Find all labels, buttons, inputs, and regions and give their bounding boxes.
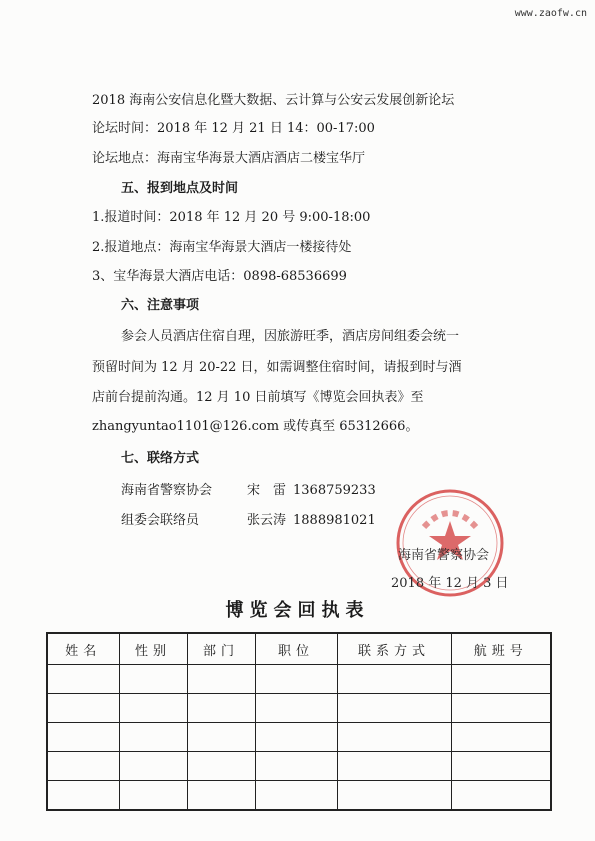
table-cell bbox=[119, 781, 187, 811]
table-cell bbox=[47, 694, 119, 723]
contact-1-name: 宋 雷 bbox=[247, 483, 287, 498]
section-6-heading: 六、注意事项 bbox=[121, 298, 200, 313]
contact-2-phone: 1888981021 bbox=[293, 513, 376, 528]
table-cell bbox=[187, 752, 255, 781]
notice-line-1: 参会人员酒店住宿自理，因旅游旺季，酒店房间组委会统一 bbox=[121, 329, 460, 344]
table-cell bbox=[451, 723, 551, 752]
registration-time: 1.报道时间：2018 年 12 月 20 号 9:00-18:00 bbox=[92, 210, 371, 225]
table-cell bbox=[451, 781, 551, 811]
signature-org: 海南省警察协会 bbox=[398, 548, 490, 563]
table-cell bbox=[255, 694, 337, 723]
table-cell bbox=[451, 665, 551, 694]
table-cell bbox=[337, 665, 451, 694]
contact-1-phone: 1368759233 bbox=[293, 483, 376, 498]
header-flight: 航班号 bbox=[451, 633, 551, 665]
table-cell bbox=[187, 723, 255, 752]
signature-date: 2018 年 12 月 3 日 bbox=[391, 576, 509, 591]
table-row bbox=[47, 752, 551, 781]
hotel-phone: 3、宝华海景大酒店电话：0898-68536699 bbox=[92, 269, 347, 284]
table-row bbox=[47, 781, 551, 811]
forum-location: 论坛地点：海南宝华海景大酒店酒店二楼宝华厅 bbox=[92, 151, 366, 166]
contact-2-org: 组委会联络员 bbox=[121, 513, 200, 528]
section-7-heading: 七、联络方式 bbox=[121, 451, 200, 466]
registration-location: 2.报道地点：海南宝华海景大酒店一楼接待处 bbox=[92, 240, 352, 255]
table-cell bbox=[47, 752, 119, 781]
table-cell bbox=[451, 694, 551, 723]
table-cell bbox=[255, 752, 337, 781]
table-cell bbox=[187, 694, 255, 723]
table-cell bbox=[187, 781, 255, 811]
notice-line-3: 店前台提前沟通。12 月 10 日前填写《博览会回执表》至 bbox=[92, 390, 424, 405]
forum-title: 2018 海南公安信息化暨大数据、云计算与公安云发展创新论坛 bbox=[92, 93, 455, 108]
table-cell bbox=[119, 723, 187, 752]
table-cell bbox=[255, 723, 337, 752]
contact-2-name: 张云涛 bbox=[247, 513, 287, 528]
table-cell bbox=[47, 723, 119, 752]
table-row bbox=[47, 694, 551, 723]
table-cell bbox=[451, 752, 551, 781]
table-cell bbox=[47, 781, 119, 811]
table-row bbox=[47, 723, 551, 752]
receipt-header-row bbox=[47, 633, 551, 665]
header-name: 姓名 bbox=[47, 633, 119, 665]
table-cell bbox=[337, 694, 451, 723]
receipt-body bbox=[47, 665, 551, 811]
header-position: 职位 bbox=[255, 633, 337, 665]
table-row bbox=[47, 665, 551, 694]
table-cell bbox=[119, 665, 187, 694]
table-cell bbox=[255, 665, 337, 694]
receipt-title: 博览会回执表 bbox=[225, 600, 370, 621]
header-contact: 联系方式 bbox=[337, 633, 451, 665]
table-cell bbox=[337, 752, 451, 781]
notice-line-2: 预留时间为 12 月 20-22 日，如需调整住宿时间，请报到时与酒 bbox=[92, 360, 462, 375]
table-cell bbox=[255, 781, 337, 811]
table-cell bbox=[119, 752, 187, 781]
notice-line-4: zhangyuntao1101@126.com 或传真至 65312666。 bbox=[92, 419, 419, 434]
table-cell bbox=[47, 665, 119, 694]
forum-time: 论坛时间：2018 年 12 月 21 日 14：00-17:00 bbox=[92, 121, 375, 136]
contact-1-org: 海南省警察协会 bbox=[121, 483, 213, 498]
table-cell bbox=[187, 665, 255, 694]
receipt-table bbox=[46, 632, 552, 811]
table-cell bbox=[337, 723, 451, 752]
watermark: www.zaofw.cn bbox=[514, 8, 587, 19]
section-5-heading: 五、报到地点及时间 bbox=[121, 181, 239, 196]
header-gender: 性别 bbox=[119, 633, 187, 665]
table-cell bbox=[119, 694, 187, 723]
header-department: 部门 bbox=[187, 633, 255, 665]
table-cell bbox=[337, 781, 451, 811]
